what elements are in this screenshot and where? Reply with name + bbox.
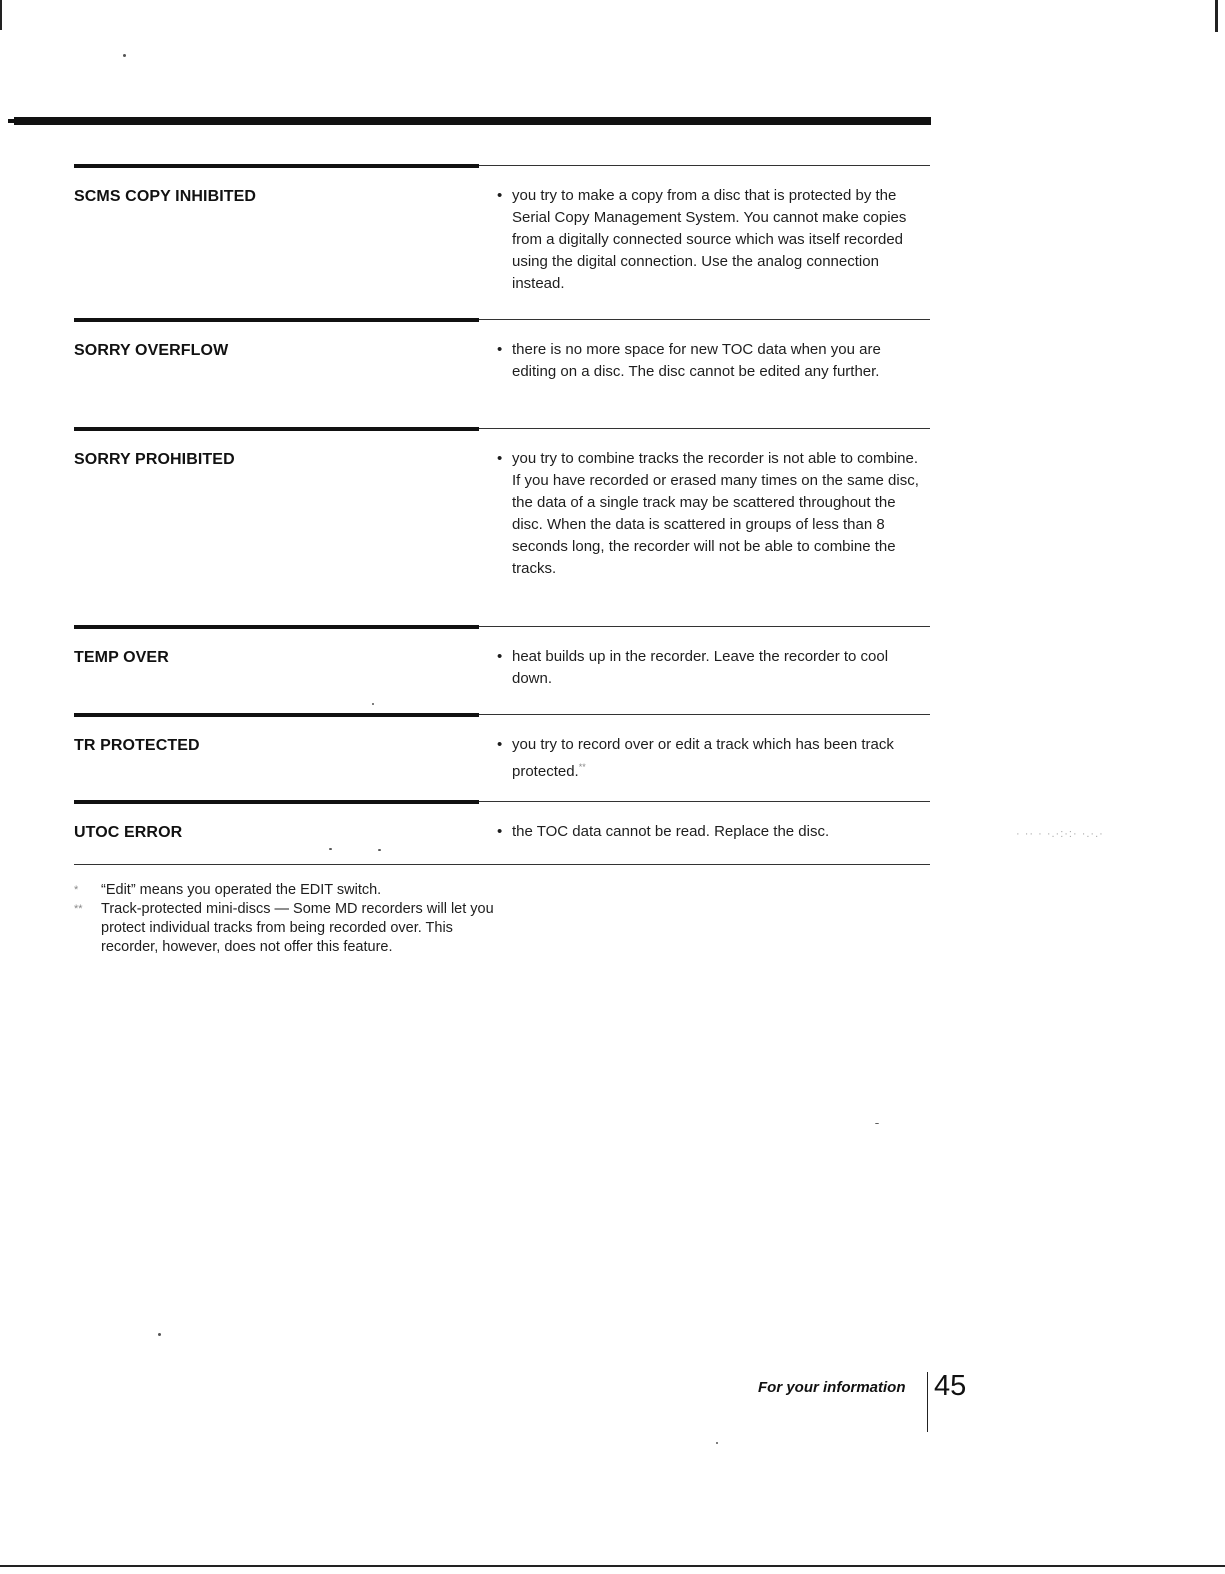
header-rule	[14, 117, 931, 125]
message-description	[497, 185, 922, 295]
scan-speck	[378, 849, 381, 851]
description-text: there is no more space for new TOC data when you are editing on a disc. The disc cannot be edited any further.	[512, 341, 881, 380]
description-extra-text: If you have recorded or erased many times on the same disc, the data of a single track may be scattered throughout the disc. When the data is scattered in groups of less than 8 seconds long, the recorder will not be able to combine the tracks.	[512, 472, 919, 577]
bullet-icon: •	[497, 648, 503, 665]
message-name: SORRY OVERFLOW	[74, 342, 229, 359]
scan-noise: · ·· · ·.·:·:· ·.·.·	[1016, 828, 1104, 840]
bullet-icon: •	[497, 341, 503, 358]
description-text: you try to record over or edit a track which has been track protected.**	[512, 736, 894, 780]
scan-speck	[158, 1333, 161, 1336]
scan-speck	[716, 1442, 718, 1444]
row-divider	[74, 625, 930, 629]
message-description	[497, 821, 922, 843]
scan-edge-bottom	[0, 1565, 1225, 1567]
message-name: TR PROTECTED	[74, 737, 200, 754]
message-name: SORRY PROHIBITED	[74, 451, 235, 468]
section-label: For your information	[758, 1379, 906, 1396]
message-description	[497, 339, 922, 383]
footnote-mark: *	[74, 884, 79, 896]
scan-speck	[329, 848, 332, 850]
description-text: you try to make a copy from a disc that is protected by the Serial Copy Management System. You cannot make copies from a digitally connected source which was itself recorded using the digital connection. Use the analog connection instead.	[512, 187, 907, 292]
footnote-reference: **	[578, 762, 586, 772]
row-divider	[74, 713, 930, 717]
message-name: SCMS COPY INHIBITED	[74, 188, 257, 205]
footnotes	[74, 881, 494, 957]
row-divider	[74, 164, 930, 168]
description-text: heat builds up in the recorder. Leave the recorder to cool down.	[512, 648, 889, 687]
scan-speck	[372, 703, 374, 705]
bullet-icon: •	[497, 187, 503, 204]
description-text: you try to combine tracks the recorder is not able to combine.	[512, 450, 919, 467]
description-text: the TOC data cannot be read. Replace the disc.	[512, 823, 830, 840]
footnote-mark: **	[74, 903, 83, 915]
page-number: 45	[934, 1370, 967, 1402]
scan-edge-left	[0, 0, 2, 30]
scan-speck	[875, 1123, 879, 1124]
footnote	[74, 900, 494, 957]
scan-speck	[123, 54, 126, 57]
message-description	[497, 646, 922, 690]
row-divider	[74, 318, 930, 322]
row-divider	[74, 427, 930, 431]
scan-edge-right	[1215, 0, 1218, 32]
bullet-icon: •	[497, 823, 503, 840]
bullet-icon: •	[497, 450, 503, 467]
footer-divider	[927, 1372, 928, 1432]
table-bottom-rule	[74, 864, 930, 865]
footnote-text: Track-protected mini-discs — Some MD recorders will let you protect individual tracks from being recorded over. This recorder, however, does not offer this feature.	[101, 901, 494, 955]
footnote-text: “Edit” means you operated the EDIT switch.	[101, 882, 382, 898]
message-name: UTOC ERROR	[74, 824, 183, 841]
message-description	[497, 734, 922, 783]
footnote	[74, 881, 494, 900]
message-name: TEMP OVER	[74, 649, 169, 666]
row-divider	[74, 800, 930, 804]
message-description	[497, 448, 922, 580]
bullet-icon: •	[497, 736, 503, 753]
